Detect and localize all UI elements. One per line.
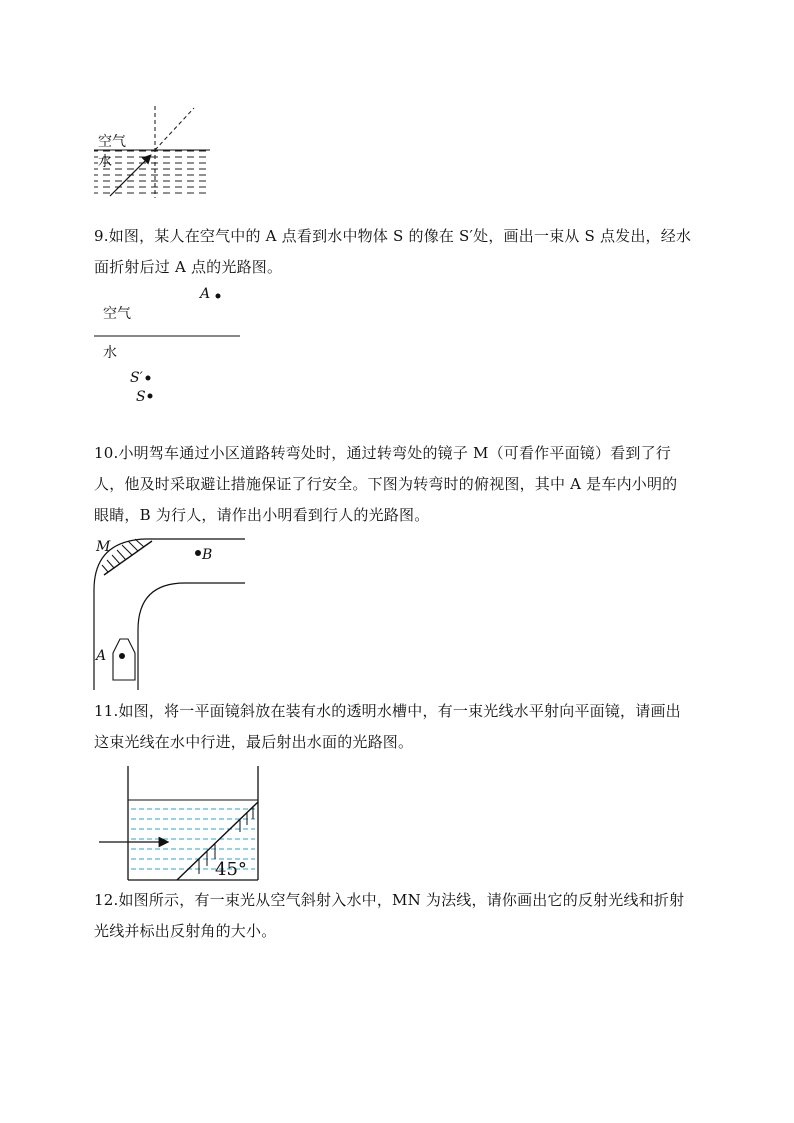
question-12 <box>94 885 704 947</box>
q9-figure <box>90 282 250 407</box>
car-outline <box>113 639 135 680</box>
refracted-ray-extension <box>155 108 194 150</box>
angle-label: 45° <box>215 859 247 880</box>
q9-line-2: 面折射后过 A 点的光路图。 <box>94 258 283 276</box>
point-s-prime-label: S′ <box>130 370 143 386</box>
road-outer-edge <box>94 539 245 690</box>
q11-line-1: 11.如图，将一平面镜斜放在装有水的透明水槽中，有一束光线水平射向平面镜，请画出 <box>94 702 681 720</box>
mirror-m-label: M <box>96 539 111 555</box>
eye-a <box>119 653 125 659</box>
q10-figure <box>90 535 250 695</box>
q12-line-2: 光线并标出反射角的大小。 <box>94 922 277 940</box>
q10-line-3: 眼睛，B 为行人，请作出小明看到行人的光路图。 <box>94 506 430 524</box>
question-9 <box>94 221 704 283</box>
eye-a-label: A <box>96 648 107 664</box>
q11-figure <box>95 764 275 884</box>
air-label: 空气 <box>98 134 126 150</box>
point-s-prime <box>146 376 151 381</box>
q11-line-2: 这束光线在水中行进，最后射出水面的光路图。 <box>94 733 414 751</box>
water-label: 水 <box>98 154 112 170</box>
pedestrian-b <box>195 550 201 556</box>
question-10 <box>94 438 704 531</box>
point-s <box>148 394 153 399</box>
road-inner-edge <box>138 583 245 690</box>
air-label: 空气 <box>103 306 131 322</box>
pedestrian-b-label: B <box>202 547 213 563</box>
point-a <box>216 294 221 299</box>
water-label: 水 <box>103 345 117 361</box>
q9-line-1: 9.如图，某人在空气中的 A 点看到水中物体 S 的像在 S′处，画出一束从 S 点发出，经水 <box>94 227 692 245</box>
point-s-label: S <box>136 389 146 405</box>
mirror-m <box>104 541 152 575</box>
q10-line-2: 人，他及时采取避让措施保证了行安全。下图为转弯时的俯视图，其中 A 是车内小明的 <box>94 475 678 493</box>
q10-line-1: 10.小明驾车通过小区道路转弯处时，通过转弯处的镜子 M（可看作平面镜）看到了行 <box>94 444 671 462</box>
question-11 <box>94 696 704 758</box>
q12-line-1: 12.如图所示，有一束光从空气斜射入水中，MN 为法线，请你画出它的反射光线和折射 <box>94 891 685 909</box>
point-a-label: A <box>200 286 211 302</box>
refraction-figure <box>90 100 220 210</box>
